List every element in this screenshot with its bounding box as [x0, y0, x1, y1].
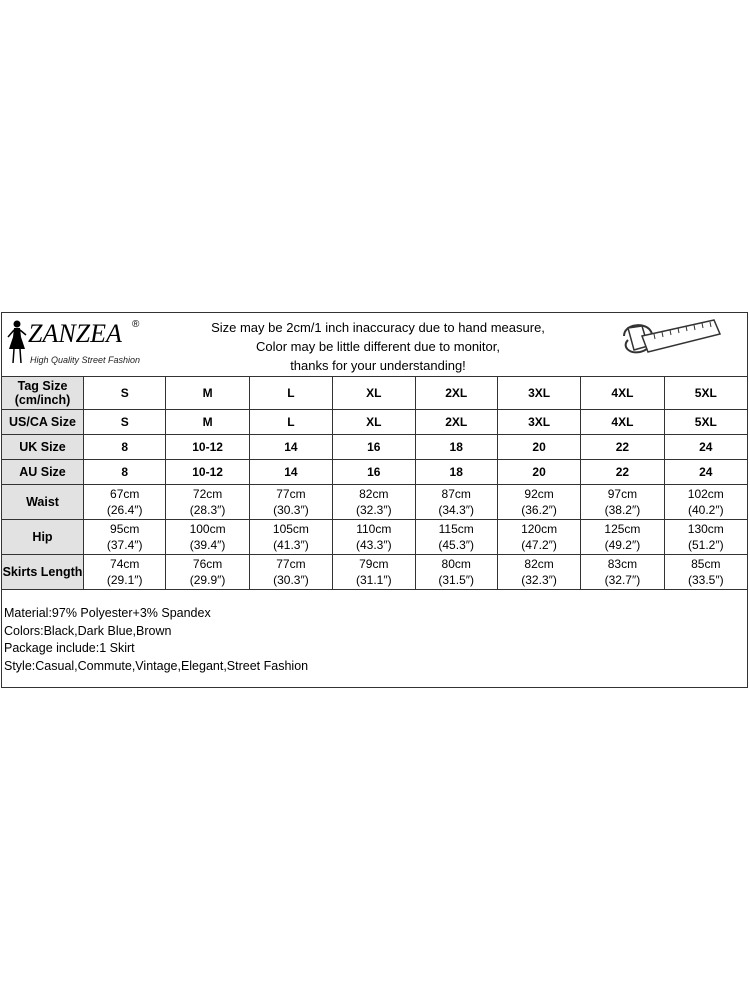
table-row — [2, 520, 748, 555]
tag-size-row — [2, 377, 748, 410]
cm-value: 82cm — [359, 487, 389, 501]
table-cell: 5XL — [664, 410, 747, 435]
cm-value: 77cm — [276, 557, 306, 571]
table-cell: 14 — [249, 460, 332, 485]
table-cell — [415, 555, 497, 590]
size-cell: M — [166, 377, 249, 410]
cm-value: 85cm — [691, 557, 721, 571]
table-cell — [84, 520, 166, 555]
size-cell: 2XL — [415, 377, 497, 410]
cm-value: 74cm — [110, 557, 140, 571]
table-cell: 16 — [333, 460, 415, 485]
table-cell: 8 — [84, 460, 166, 485]
cm-value: 92cm — [524, 487, 554, 501]
table-cell: 3XL — [497, 410, 580, 435]
table-cell — [664, 555, 747, 590]
table-cell: S — [84, 410, 166, 435]
inch-value: (38.2″) — [604, 503, 641, 517]
table-cell — [664, 485, 747, 520]
measurement-notice — [170, 318, 586, 375]
size-cell: XL — [333, 377, 415, 410]
table-cell — [166, 485, 249, 520]
table-cell — [249, 555, 332, 590]
size-cell: 3XL — [497, 377, 580, 410]
table-cell: 20 — [497, 435, 580, 460]
table-cell: 10-12 — [166, 435, 249, 460]
table-cell: 4XL — [581, 410, 664, 435]
product-info — [4, 605, 308, 675]
table-cell: 14 — [249, 435, 332, 460]
table-row — [2, 460, 748, 485]
brand-tagline: High Quality Street Fashion — [30, 355, 141, 365]
table-cell: 18 — [415, 460, 497, 485]
table-cell: 2XL — [415, 410, 497, 435]
table-row — [2, 435, 748, 460]
size-cell: 4XL — [581, 377, 664, 410]
table-cell — [497, 520, 580, 555]
inch-value: (43.3″) — [355, 538, 392, 552]
table-cell — [664, 520, 747, 555]
fashion-silhouette-icon — [6, 319, 28, 365]
table-cell — [333, 485, 415, 520]
inch-value: (40.2″) — [687, 503, 724, 517]
inch-value: (29.1″) — [106, 573, 143, 587]
table-cell — [581, 555, 664, 590]
table-cell: 24 — [664, 435, 747, 460]
inch-value: (32.7″) — [604, 573, 641, 587]
inch-value: (36.2″) — [521, 503, 557, 517]
inch-value: (34.3″) — [438, 503, 474, 517]
info-colors: Colors:Black,Dark Blue,Brown — [4, 623, 172, 638]
table-cell: L — [249, 410, 332, 435]
cm-value: 77cm — [276, 487, 306, 501]
cm-value: 105cm — [272, 522, 309, 536]
table-cell — [497, 485, 580, 520]
measuring-tape-icon — [614, 316, 726, 372]
info-style: Style:Casual,Commute,Vintage,Elegant,Street Fashion — [4, 658, 309, 673]
inch-value: (31.1″) — [355, 573, 392, 587]
table-cell: 22 — [581, 460, 664, 485]
inch-value: (32.3″) — [355, 503, 392, 517]
cm-value: 115cm — [438, 522, 474, 536]
table-cell: XL — [333, 410, 415, 435]
table-cell — [497, 555, 580, 590]
row-header: Waist — [2, 485, 84, 520]
table-cell — [166, 520, 249, 555]
size-cell: L — [249, 377, 332, 410]
cm-value: 83cm — [607, 557, 638, 571]
inch-value: (29.9″) — [189, 573, 226, 587]
inch-value: (45.3″) — [438, 538, 474, 552]
inch-value: (26.4″) — [106, 503, 143, 517]
inch-value: (51.2″) — [687, 538, 724, 552]
table-cell — [333, 520, 415, 555]
inch-value: (30.3″) — [273, 503, 309, 517]
brand-logo — [6, 317, 156, 373]
size-chart-header — [2, 313, 747, 376]
table-cell — [249, 520, 332, 555]
cm-value: 110cm — [356, 522, 392, 536]
table-cell — [84, 485, 166, 520]
notice-line: Color may be little different due to monitor, — [256, 339, 500, 354]
table-cell: 18 — [415, 435, 497, 460]
cm-value: 100cm — [189, 522, 226, 536]
cm-value: 125cm — [604, 522, 641, 536]
info-package: Package include:1 Skirt — [4, 641, 135, 655]
size-chart-card — [1, 312, 748, 688]
inch-value: (33.5″) — [687, 573, 724, 587]
row-header: Skirts Length — [2, 555, 84, 590]
table-cell — [333, 555, 415, 590]
notice-line: Size may be 2cm/1 inch inaccuracy due to hand measure, — [211, 320, 545, 335]
table-row — [2, 555, 748, 590]
cm-value: 79cm — [359, 557, 389, 571]
table-cell — [415, 520, 497, 555]
cm-value: 102cm — [687, 487, 724, 501]
cm-value: 82cm — [524, 557, 554, 571]
inch-value: (41.3″) — [273, 538, 309, 552]
tag-size-header: Tag Size (cm/inch) — [2, 377, 84, 410]
cm-value: 95cm — [110, 522, 140, 536]
table-cell: 20 — [497, 460, 580, 485]
cm-value: 76cm — [192, 557, 223, 571]
notice-line: thanks for your understanding! — [290, 358, 466, 373]
table-cell: 16 — [333, 435, 415, 460]
inch-value: (47.2″) — [521, 538, 557, 552]
table-cell: 24 — [664, 460, 747, 485]
size-cell: S — [84, 377, 166, 410]
cm-value: 130cm — [687, 522, 724, 536]
inch-value: (37.4″) — [106, 538, 143, 552]
cm-value: 97cm — [607, 487, 638, 501]
info-material: Material:97% Polyester+3% Spandex — [4, 606, 211, 620]
table-cell — [249, 485, 332, 520]
table-cell — [166, 555, 249, 590]
inch-value: (49.2″) — [604, 538, 641, 552]
row-header: UK Size — [2, 435, 84, 460]
table-cell — [415, 485, 497, 520]
inch-value: (39.4″) — [189, 538, 226, 552]
row-header: US/CA Size — [2, 410, 84, 435]
size-table — [1, 376, 748, 590]
brand-name: ZANZEA — [28, 319, 122, 348]
table-cell: 10-12 — [166, 460, 249, 485]
cm-value: 67cm — [110, 487, 140, 501]
row-header: Hip — [2, 520, 84, 555]
cm-value: 120cm — [521, 522, 558, 536]
table-cell: 22 — [581, 435, 664, 460]
table-cell: 8 — [84, 435, 166, 460]
cm-value: 87cm — [441, 487, 471, 501]
inch-value: (32.3″) — [521, 573, 557, 587]
inch-value: (31.5″) — [438, 573, 474, 587]
row-header: AU Size — [2, 460, 84, 485]
table-row — [2, 410, 748, 435]
inch-value: (30.3″) — [273, 573, 309, 587]
table-cell — [581, 485, 664, 520]
table-row — [2, 485, 748, 520]
cm-value: 80cm — [441, 557, 471, 571]
size-cell: 5XL — [664, 377, 747, 410]
inch-value: (28.3″) — [189, 503, 226, 517]
table-cell: M — [166, 410, 249, 435]
table-cell — [84, 555, 166, 590]
cm-value: 72cm — [192, 487, 223, 501]
table-cell — [581, 520, 664, 555]
registered-mark: ® — [132, 319, 140, 330]
